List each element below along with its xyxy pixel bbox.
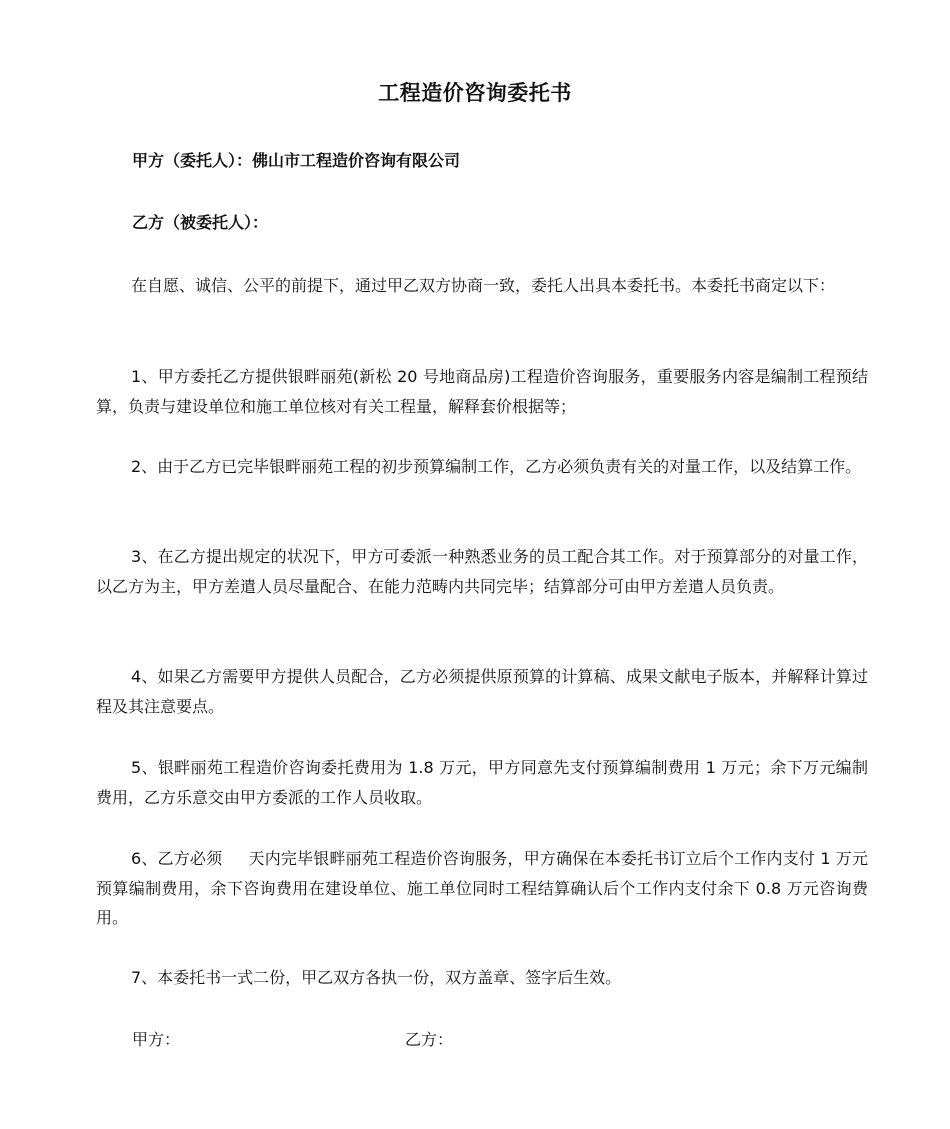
party-a-line: 甲方（委托人）：佛山市工程造价咨询有限公司 xyxy=(132,151,461,170)
clause-2: 2、由于乙方已完毕银畔丽苑工程的初步预算编制工作，乙方必须负责有关的对量工作，以及结算工作。 xyxy=(131,457,862,476)
clause-4: 4、如果乙方需要甲方提供人员配合，乙方必须提供原预算的计算稿、成果文献电子版本，并解释计算过程及其注意要点。 xyxy=(96,667,868,716)
party-b-line: 乙方（被委托人）： xyxy=(132,213,269,232)
clause-3: 3、在乙方提出规定的状况下，甲方可委派一种熟悉业务的员工配合其工作。对于预算部分的对量工作，以乙方为主，甲方差遣人员尽量配合、在能力范畴内共同完毕；结算部分可由甲方差遣人员负责。 xyxy=(96,547,868,596)
clause-6-part-2: 天内完毕银畔丽苑工程造价咨询服务，甲方确保在本委托书订立后个工作内支付 1 万元预算编制费用，余下咨询费用在建设单位、施工单位同时工程结算确认后个工作内支付余下 0.8 万元咨询费用。 xyxy=(96,849,868,927)
clause-6 xyxy=(96,844,868,933)
clause-6-part-1: 6、乙方必须 xyxy=(131,849,223,868)
clause-7: 7、本委托书一式二份，甲乙双方各执一份，双方盖章、签字后生效。 xyxy=(131,968,622,987)
document-title: 工程造价咨询委托书 xyxy=(378,81,572,105)
clause-5: 5、银畔丽苑工程造价咨询委托费用为 1.8 万元，甲方同意先支付预算编制费用 1 万元；余下万元编制费用，乙方乐意交由甲方委派的工作人员收取。 xyxy=(96,758,868,807)
signature-party-a: 甲方： xyxy=(132,1030,181,1049)
clause-1: 1、甲方委托乙方提供银畔丽苑(新松 20 号地商品房)工程造价咨询服务，重要服务内容是编制工程预结算，负责与建设单位和施工单位核对有关工程量，解释套价根据等； xyxy=(96,367,868,416)
signature-party-b: 乙方： xyxy=(405,1030,454,1049)
intro-paragraph: 在自愿、诚信、公平的前提下，通过甲乙双方协商一致，委托人出具本委托书。本委托书商定以下： xyxy=(131,276,836,295)
